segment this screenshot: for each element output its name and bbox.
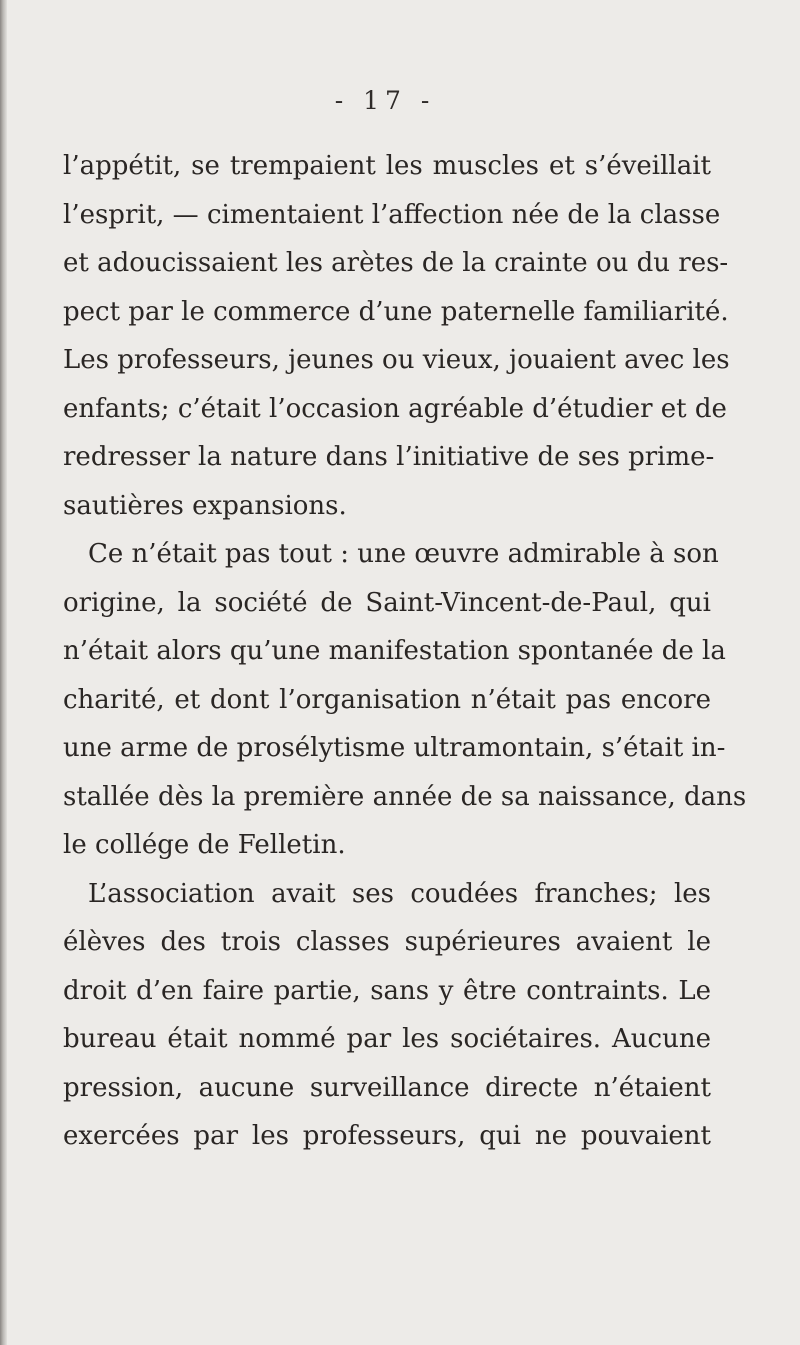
text-line: origine, la société de Saint-Vincent-de-Paul, qui [63, 587, 711, 618]
text-line: charité, et dont l’organisation n’était pas encore [63, 684, 711, 715]
text-line: pression, aucune surveillance directe n’étaient [63, 1072, 711, 1103]
text-line: le collége de Felletin. [63, 830, 346, 860]
text-line: exercées par les professeurs, qui ne pouvaient [63, 1121, 711, 1151]
text-line: L’association avait ses coudées franches; les [88, 878, 711, 909]
text-line: pect par le commerce d’une paternelle familiarité. [63, 296, 729, 327]
text-line: bureau était nommé par les sociétaires. Aucune [63, 1024, 711, 1054]
text-line: et adoucissaient les arètes de la crainte ou du res- [63, 248, 729, 278]
binding-edge [0, 0, 7, 1345]
text-line: n’était alors qu’une manifestation spontanée de la [63, 636, 726, 666]
text-line: enfants; c’était l’occasion agréable d’étudier et de [63, 393, 727, 424]
page-number: - 17 - [334, 86, 436, 115]
text-line: droit d’en faire partie, sans y être contraints. Le [63, 975, 711, 1006]
body-text [63, 142, 747, 1161]
text-line: redresser la nature dans l’initiative de ses prime- [63, 442, 715, 472]
text-line: élèves des trois classes supérieures avaient le [63, 927, 711, 957]
text-line: l’appétit, se trempaient les muscles et s’éveillait [63, 151, 711, 181]
text-line: une arme de prosélytisme ultramontain, s’était in- [63, 733, 726, 763]
text-line: stallée dès la première année de sa naissance, dans [63, 781, 747, 812]
text-line: Les professeurs, jeunes ou vieux, jouaient avec les [63, 345, 730, 375]
text-line: Ce n’était pas tout : une œuvre admirable à son [88, 539, 719, 569]
text-line: l’esprit, — cimentaient l’affection née de la classe [63, 199, 721, 230]
text-line: sautières expansions. [63, 490, 347, 521]
